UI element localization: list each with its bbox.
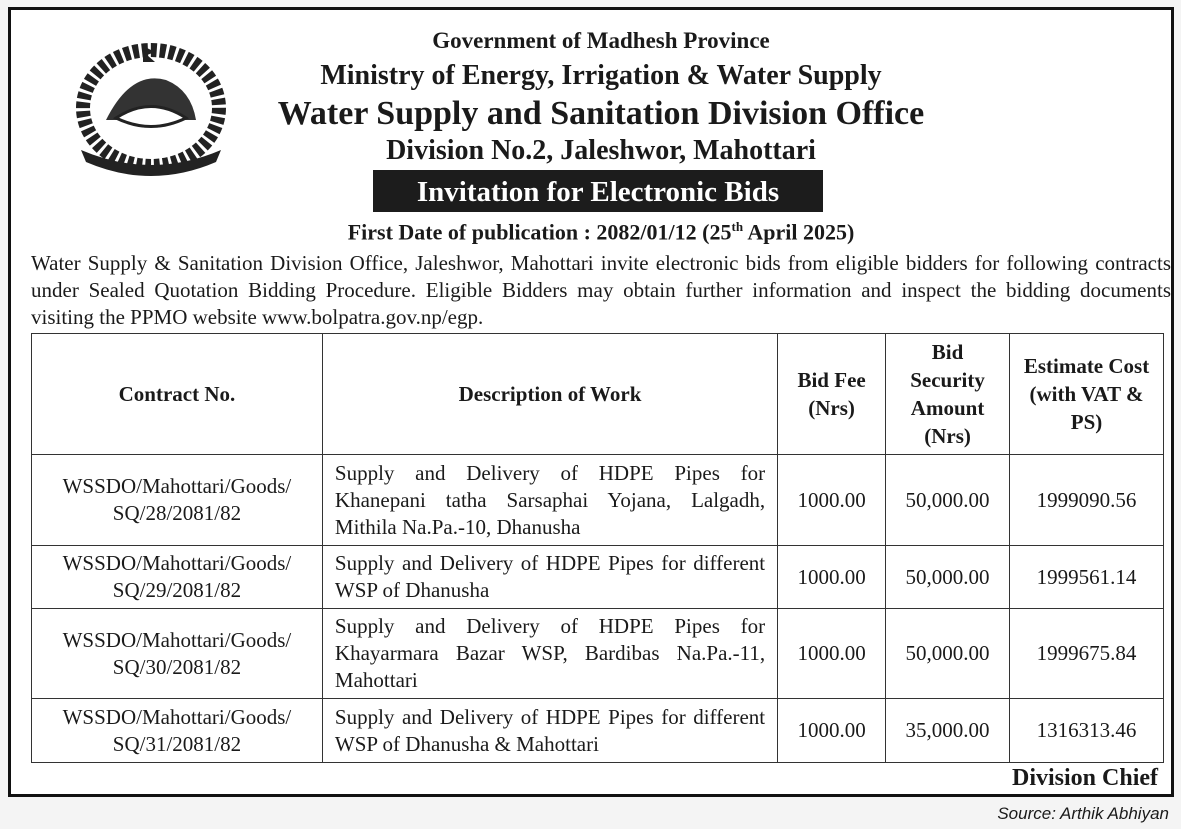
description: Supply and Delivery of HDPE Pipes for Khayarmara Bazar WSP, Bardibas Na.Pa.-11, Mahottari [322,609,777,699]
notice-banner: Invitation for Electronic Bids [373,170,823,212]
table-header-row [32,334,1164,455]
header-contract-no: Contract No. [32,334,323,455]
intro-paragraph: Water Supply & Sanitation Division Office, Jaleshwor, Mahottari invite electronic bids from eligible bidders for following contracts under Sealed Quotation Bidding Procedure. Eligible Bidders may obtain further information and inspect the bidding documents visiting the PPMO website www.bolpatra.gov.np/egp. [31,251,1171,329]
header-estimate-cost: Estimate Cost (with VAT & PS) [1010,334,1164,455]
bid-security: 50,000.00 [886,546,1010,609]
ministry-title: Ministry of Energy, Irrigation & Water Supply [320,60,882,91]
estimate-cost: 1316313.46 [1010,699,1164,763]
bid-security: 50,000.00 [886,609,1010,699]
bid-security: 35,000.00 [886,699,1010,763]
pubdate-suffix: April 2025) [743,219,855,245]
contract-no: WSSDO/Mahottari/Goods/ SQ/29/2081/82 [32,546,323,609]
description: Supply and Delivery of HDPE Pipes for different WSP of Dhanusha [322,546,777,609]
government-title: Government of Madhesh Province [432,28,770,53]
pubdate-sup: th [731,219,744,234]
signature: Division Chief [1011,765,1158,791]
bids-table [31,333,1164,763]
pubdate-prefix: First Date of publication : 2082/01/12 (25 [347,219,732,245]
bid-fee: 1000.00 [778,699,886,763]
table-row [32,699,1164,763]
table-row [32,546,1164,609]
contract-no: WSSDO/Mahottari/Goods/ SQ/31/2081/82 [32,699,323,763]
division-title: Division No.2, Jaleshwor, Mahottari [386,135,816,166]
description: Supply and Delivery of HDPE Pipes for different WSP of Dhanusha & Mahottari [322,699,777,763]
estimate-cost: 1999561.14 [1010,546,1164,609]
source-credit: Source: Arthik Abhiyan [997,804,1169,823]
header-bid-fee: Bid Fee (Nrs) [778,334,886,455]
estimate-cost: 1999090.56 [1010,455,1164,546]
notice-frame [8,7,1174,797]
contract-no: WSSDO/Mahottari/Goods/ SQ/30/2081/82 [32,609,323,699]
contract-no: WSSDO/Mahottari/Goods/ SQ/28/2081/82 [32,455,323,546]
office-title: Water Supply and Sanitation Division Office [277,95,925,132]
bid-security: 50,000.00 [886,455,1010,546]
header-description: Description of Work [322,334,777,455]
header-bid-security: Bid Security Amount (Nrs) [886,334,1010,455]
bid-fee: 1000.00 [778,609,886,699]
table-row [32,609,1164,699]
description: Supply and Delivery of HDPE Pipes for Khanepani tatha Sarsaphai Yojana, Lalgadh, Mithila Na.Pa.-10, Dhanusha [322,455,777,546]
publication-date [241,219,961,245]
bid-fee: 1000.00 [778,546,886,609]
bid-fee: 1000.00 [778,455,886,546]
estimate-cost: 1999675.84 [1010,609,1164,699]
nepal-emblem-icon [71,40,231,178]
table-row [32,455,1164,546]
